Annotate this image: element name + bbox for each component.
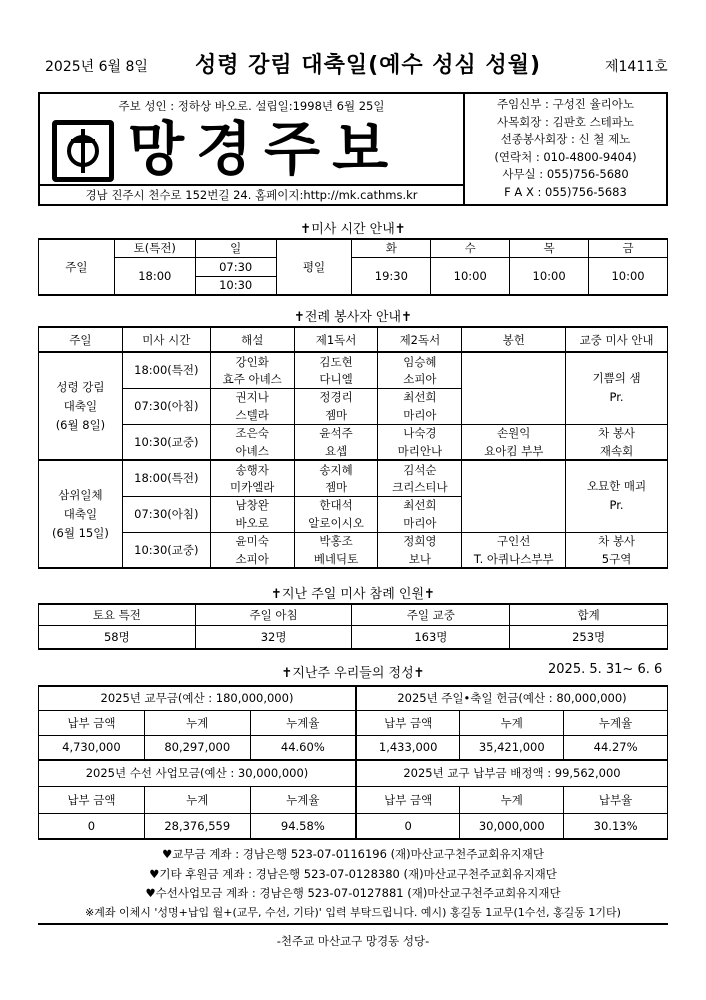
staff-fax: F A X : 055)756-5683 (504, 184, 627, 199)
account-dues: ♥교무금 계좌 : 경남은행 523-07-0116196 (재)마산교구천주교회유지재단 (162, 847, 544, 861)
bulletin-title: 성령 강림 대축일(예수 성심 성월) (195, 53, 542, 78)
servers-reader-2: 임승혜 (378, 352, 462, 370)
servers-reader-2: 정희영 (378, 532, 462, 550)
servers-reader-1: 정경리 (294, 388, 378, 406)
servers-notice-top-1 (566, 460, 668, 532)
staff-funeral-president: 선종봉사회장 : 신 철 제노 (500, 132, 631, 146)
servers-commentator: 윤미숙 (210, 532, 294, 550)
dues-rate: 44.60% (250, 735, 356, 760)
repair-header-amount: 납부 금액 (39, 786, 145, 813)
saturday-vigil-label: 토(특전) (114, 239, 195, 257)
servers-notice-bottom: 차 봉사 (566, 424, 668, 442)
masthead (38, 92, 668, 206)
servers-mass-time: 18:00(특전) (122, 460, 210, 496)
diocese-header-amount: 납부 금액 (356, 786, 460, 813)
staff-pastor: 주임신부 : 구성진 율리아노 (496, 97, 635, 111)
servers-day-line: 성령 강림 (56, 379, 105, 394)
parish-address: 경남 진주시 천수로 152번길 24. 홈페이지:http://mk.cathms.kr (40, 184, 463, 204)
servers-mass-time: 18:00(특전) (122, 352, 210, 388)
servers-header-commentator: 해설 (210, 327, 294, 352)
weekday-thu: 목 (510, 239, 589, 257)
collection-header-rate: 누계율 (564, 710, 668, 735)
servers-day-0 (39, 352, 123, 460)
servers-reader-2: 크리스티나 (378, 478, 462, 496)
servers-header-reading1: 제1독서 (294, 327, 378, 352)
fri-time: 10:00 (589, 257, 668, 295)
founding-info: 주보 성인 : 정하상 바오로. 설립일:1998년 6월 25일 (118, 99, 385, 113)
servers-notice-line: 기쁨의 샘 (592, 371, 641, 386)
sunday-time-1: 07:30 (195, 257, 276, 276)
account-donation: ♥기타 후원금 계좌 : 경남은행 523-07-0128380 (재)마산교구천주교회유지재단 (149, 867, 557, 881)
offering-title-repair: 2025년 수선 사업모금(예산 : 30,000,000) (39, 760, 356, 786)
servers-reader-2: 최선희 (378, 496, 462, 514)
servers-offertory: 요아킴 부부 (462, 442, 566, 460)
servers-mass-time: 10:30(교중) (122, 532, 210, 568)
servers-reader-1: 김도현 (294, 352, 378, 370)
staff-council-president: 사목회장 : 김판호 스테파노 (496, 114, 635, 129)
servers-reader-2: 나숙경 (378, 424, 462, 442)
servers-commentator: 소피아 (210, 550, 294, 568)
servers-offertory: 손원익 (462, 424, 566, 442)
dues-header-total: 누계 (144, 710, 250, 735)
servers-reader-1: 젬마 (294, 478, 378, 496)
parish-footer: -천주교 마산교구 망경동 성당- (276, 934, 430, 948)
diocese-amount: 0 (356, 813, 460, 839)
repair-rate: 94.58% (250, 813, 356, 839)
servers-reader-2: 마리안나 (378, 442, 462, 460)
servers-mass-time: 07:30(아침) (122, 496, 210, 532)
servers-day-line: (6월 15일) (52, 525, 109, 540)
offerings-table (38, 685, 668, 840)
servers-reader-2: 마리아 (378, 406, 462, 424)
collection-header-amount: 납부 금액 (356, 710, 460, 735)
servers-commentator: 아녜스 (210, 442, 294, 460)
attendance-morning: 32명 (195, 625, 352, 649)
attendance-header-total: 합계 (510, 604, 668, 625)
servers-offertory-empty (462, 352, 566, 424)
collection-amount: 1,433,000 (356, 735, 460, 760)
servers-commentator: 바오로 (210, 514, 294, 532)
attendance-header-main: 주일 교중 (352, 604, 510, 625)
servers-mass-time: 07:30(아침) (122, 388, 210, 424)
collection-rate: 44.27% (564, 735, 668, 760)
servers-header-time: 미사 시간 (122, 327, 210, 352)
logo-row (40, 114, 463, 184)
servers-notice-line: Pr. (609, 498, 624, 513)
servers-header-day: 주일 (39, 327, 123, 352)
weekday-tue: 화 (352, 239, 431, 257)
servers-commentator: 효주 아녜스 (210, 370, 294, 388)
servers-day-line: (6월 8일) (55, 417, 106, 432)
servers-notice-bottom: 차 봉사 (566, 532, 668, 550)
wed-time: 10:00 (431, 257, 510, 295)
sunday-day-label: 일 (195, 239, 276, 257)
servers-commentator: 스텔라 (210, 406, 294, 424)
servers-commentator: 송행자 (210, 460, 294, 478)
repair-header-rate: 누계율 (250, 786, 356, 813)
servers-day-line: 삼위일체 (58, 487, 103, 502)
servers-notice-bottom: 5구역 (566, 550, 668, 568)
servers-header-offertory: 봉헌 (462, 327, 566, 352)
repair-amount: 0 (39, 813, 145, 839)
servers-notice-top-0 (566, 352, 668, 424)
servers-commentator: 미카엘라 (210, 478, 294, 496)
thu-time: 10:00 (510, 257, 589, 295)
bulletin-logo-text: 망경주보 (128, 115, 401, 183)
servers-day-line: 대축일 (63, 398, 98, 413)
offering-title-diocese: 2025년 교구 납부금 배정액 : 99,562,000 (356, 760, 668, 786)
servers-reader-1: 알로이시오 (294, 514, 378, 532)
servers-reader-1: 요셉 (294, 442, 378, 460)
servers-reader-2: 마리아 (378, 514, 462, 532)
weekday-wed: 수 (431, 239, 510, 257)
servers-reader-1: 박홍조 (294, 532, 378, 550)
diocese-total: 30,000,000 (460, 813, 564, 839)
mass-times-table (38, 238, 668, 296)
diocese-header-total: 누계 (460, 786, 564, 813)
servers-commentator: 권지나 (210, 388, 294, 406)
diocese-header-rate: 납부율 (564, 786, 668, 813)
tue-time: 19:30 (352, 257, 431, 295)
attendance-table (38, 603, 668, 650)
servers-reader-1: 베네딕토 (294, 550, 378, 568)
staff-contact: (연락처 : 010-4800-9404) (494, 149, 637, 164)
attendance-title: ✝지난 주일 미사 참례 인원✝ (271, 587, 435, 602)
attendance-main: 163명 (352, 625, 510, 649)
servers-reader-2: 최선희 (378, 388, 462, 406)
dues-header-rate: 누계율 (250, 710, 356, 735)
servers-header-reading2: 제2독서 (378, 327, 462, 352)
offering-title-dues: 2025년 교무금(예산 : 180,000,000) (39, 686, 356, 710)
servers-table (38, 326, 668, 569)
saturday-vigil-time: 18:00 (114, 257, 195, 295)
servers-reader-1: 젬마 (294, 406, 378, 424)
servers-mass-time: 10:30(교중) (122, 424, 210, 460)
attendance-header-morning: 주일 아침 (195, 604, 352, 625)
staff-office: 사무실 : 055)756-5680 (502, 167, 629, 181)
bulletin-date: 2025년 6월 8일 (45, 59, 148, 75)
servers-day-line: 대축일 (63, 506, 98, 521)
servers-offertory: 구인선 (462, 532, 566, 550)
transfer-note: ※계좌 이체시 '성명+납입 월+(교무, 수선, 기타)' 입력 부탁드립니다. 예시) 홍길동 1교무(1수선, 홍길동 1기타) (85, 906, 621, 919)
servers-commentator: 남창완 (210, 496, 294, 514)
staff-list (465, 94, 666, 204)
servers-reader-1: 송지혜 (294, 460, 378, 478)
weekday-fri: 금 (589, 239, 668, 257)
masthead-left (40, 94, 465, 204)
servers-offertory-empty (462, 460, 566, 532)
servers-reader-2: 보나 (378, 550, 462, 568)
servers-notice-line: Pr. (609, 390, 624, 405)
account-repair: ♥수선사업모금 계좌 : 경남은행 523-07-0127881 (재)마산교구천주교회유지재단 (145, 886, 561, 900)
accounts-divider (38, 923, 668, 925)
servers-header-notice: 교중 미사 안내 (566, 327, 668, 352)
collection-total: 35,421,000 (460, 735, 564, 760)
servers-commentator: 강인화 (210, 352, 294, 370)
servers-reader-2: 김석순 (378, 460, 462, 478)
servers-commentator: 조은숙 (210, 424, 294, 442)
collection-header-total: 누계 (460, 710, 564, 735)
servers-title: ✝전례 봉사자 안내✝ (294, 310, 412, 325)
servers-notice-bottom: 재속회 (566, 442, 668, 460)
parish-logo-icon (52, 120, 114, 182)
servers-notice-line: 오묘한 매괴 (586, 479, 647, 494)
mass-times-title: ✝미사 시간 안내✝ (300, 222, 406, 237)
sunday-time-2: 10:30 (195, 276, 276, 295)
servers-reader-1: 다니엘 (294, 370, 378, 388)
attendance-total: 253명 (510, 625, 668, 649)
servers-reader-1: 한대석 (294, 496, 378, 514)
repair-total: 28,376,559 (144, 813, 250, 839)
dues-header-amount: 납부 금액 (39, 710, 145, 735)
attendance-header-vigil: 토요 특전 (39, 604, 196, 625)
offerings-title: ✝지난주 우리들의 정성✝ (281, 666, 425, 681)
offering-title-collection: 2025년 주일•축일 헌금(예산 : 80,000,000) (356, 686, 668, 710)
servers-reader-1: 윤석주 (294, 424, 378, 442)
servers-day-1 (39, 460, 123, 568)
offerings-period: 2025. 5. 31~ 6. 6 (548, 662, 663, 677)
sunday-label: 주일 (39, 239, 115, 295)
weekday-label: 평일 (276, 239, 352, 295)
dues-amount: 4,730,000 (39, 735, 145, 760)
repair-header-total: 누계 (144, 786, 250, 813)
dues-total: 80,297,000 (144, 735, 250, 760)
issue-number: 제1411호 (605, 59, 668, 75)
servers-offertory: T. 아퀴나스부부 (462, 550, 566, 568)
diocese-rate: 30.13% (564, 813, 668, 839)
attendance-vigil: 58명 (39, 625, 196, 649)
servers-reader-2: 소피아 (378, 370, 462, 388)
